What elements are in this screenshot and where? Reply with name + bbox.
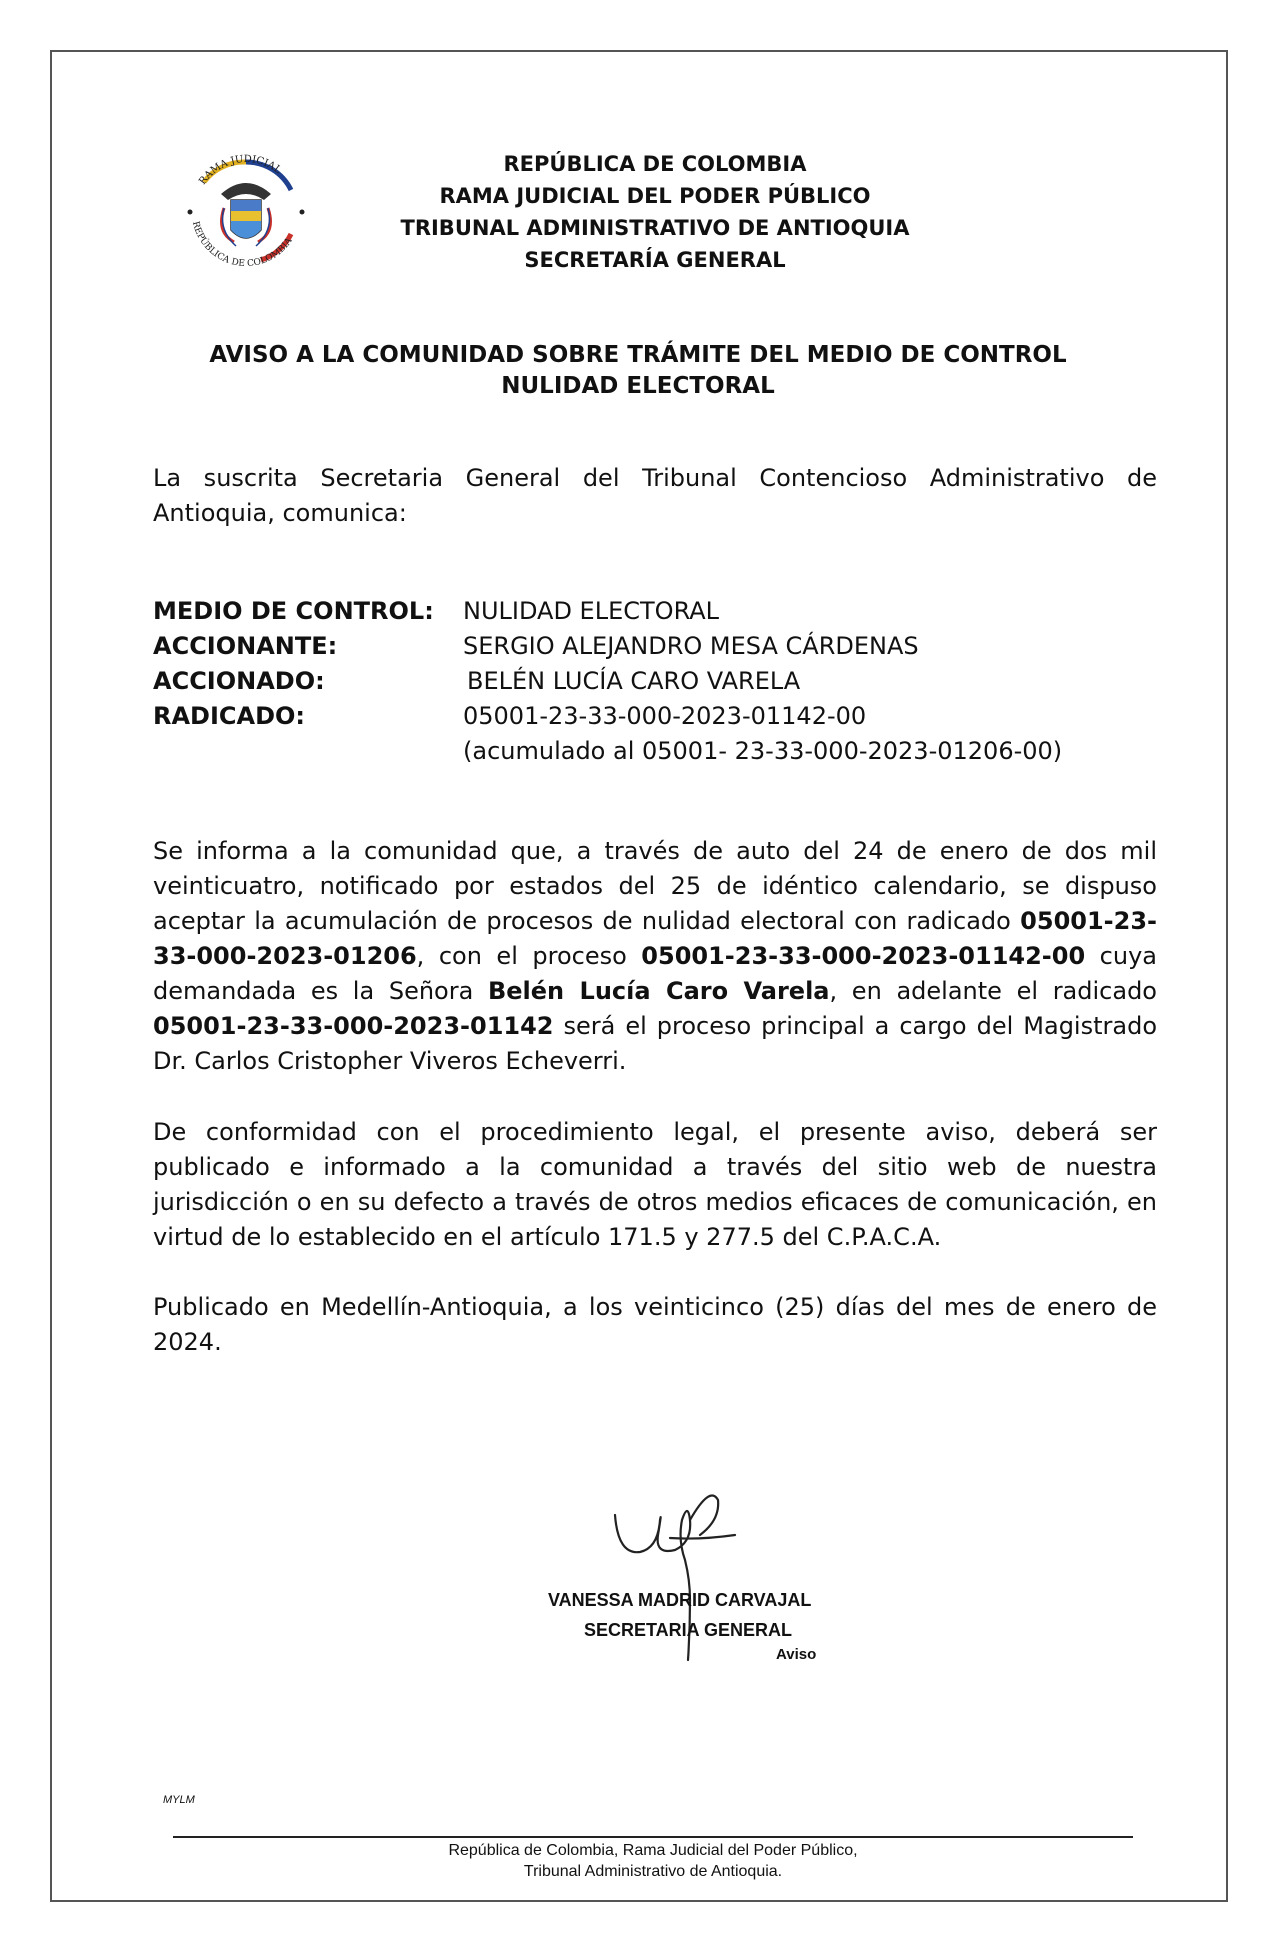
radicado-row: [153, 699, 1157, 734]
radicado-note: (acumulado al 05001- 23-33-000-2023-01206-00): [463, 737, 1063, 765]
footer-divider: [173, 1836, 1133, 1838]
demandada-name: Belén Lucía Caro Varela: [487, 977, 830, 1005]
signature-block: [520, 1585, 850, 1665]
medio-de-control-row: [153, 594, 1157, 629]
document-tag: Aviso: [776, 1646, 817, 1663]
case-info-block: [153, 594, 1157, 769]
legal-basis-paragraph: De conformidad con el procedimiento legal, el presente aviso, deberá ser publicado e informado a la comunidad a través del sitio web de nuestra jurisdicción o en su defecto a través de otros medios eficaces de comunicación, en virtud de lo establecido en el artículo 171.5 y 277.5 del C.P.A.C.A.: [153, 1118, 1157, 1251]
document-title: AVISO A LA COMUNIDAD SOBRE TRÁMITE DEL MEDIO DE CONTROL NULIDAD ELECTORAL: [209, 342, 1067, 399]
radicado-value: 05001-23-33-000-2023-01142-00: [463, 702, 867, 730]
accionado-row: [153, 664, 1157, 699]
radicado-proceso: 05001-23-33-000-2023-01142-00: [641, 942, 1086, 970]
accionante-label: ACCIONANTE:: [153, 632, 338, 660]
radicado-principal: 05001-23-33-000-2023-01142: [153, 1012, 554, 1040]
page-footer: República de Colombia, Rama Judicial del Poder Público, Tribunal Administrativo de Antioquia.: [448, 1842, 858, 1880]
accionante-row: [153, 629, 1157, 664]
header-office: SECRETARÍA GENERAL: [524, 248, 786, 272]
header-branch: RAMA JUDICIAL DEL PODER PÚBLICO: [439, 184, 871, 208]
rama-judicial-seal-logo: [176, 142, 316, 282]
signer-name: VANESSA MADRID CARVAJAL: [548, 1590, 812, 1610]
svg-text:REPÚBLICA DE COLOMBIA: REPÚBLICA DE COLOMBIA: [189, 220, 295, 270]
radicado-acumulado: 05001-23-33-000-2023-01206: [153, 907, 1157, 970]
accionante-value: SERGIO ALEJANDRO MESA CÁRDENAS: [463, 632, 919, 660]
publication-paragraph: Publicado en Medellín-Antioquia, a los veinticinco (25) días del mes de enero de 2024.: [153, 1293, 1157, 1356]
header-country: REPÚBLICA DE COLOMBIA: [503, 152, 807, 176]
institution-header: [330, 148, 980, 276]
accionado-label: ACCIONADO:: [153, 667, 325, 695]
signer-role: SECRETARIA GENERAL: [584, 1620, 793, 1640]
initials: MYLM: [163, 1794, 195, 1806]
medio-de-control-value: NULIDAD ELECTORAL: [463, 597, 720, 625]
intro-paragraph: La suscrita Secretaria General del Tribunal Contencioso Administrativo de Antioquia, comunica:: [153, 464, 1157, 527]
accionado-value: BELÉN LUCÍA CARO VARELA: [467, 667, 801, 695]
medio-de-control-label: MEDIO DE CONTROL:: [153, 597, 434, 625]
notice-paragraph: Se informa a la comunidad que, a través de auto del 24 de enero de dos mil veinticuatro, notificado por estados del 25 de idéntico calendario, se dispuso aceptar la acumulación de procesos de nulidad electoral con radicado 05001-23-33-000-2023-01206, con el proceso 05001-23-33-000-2023-01142-00 cuya demandada es la Señora Belén Lucía Caro Varela, en adelante el radicado 05001-23-33-000-2023-01142 será el proceso principal a cargo del Magistrado Dr. Carlos Cristopher Viveros Echeverri.: [153, 837, 1157, 1075]
radicado-label: RADICADO:: [153, 702, 306, 730]
header-tribunal: TRIBUNAL ADMINISTRATIVO DE ANTIOQUIA: [400, 216, 910, 240]
radicado-note-row: [153, 734, 1157, 769]
svg-text:RAMA JUDICIAL: RAMA JUDICIAL: [197, 153, 284, 187]
